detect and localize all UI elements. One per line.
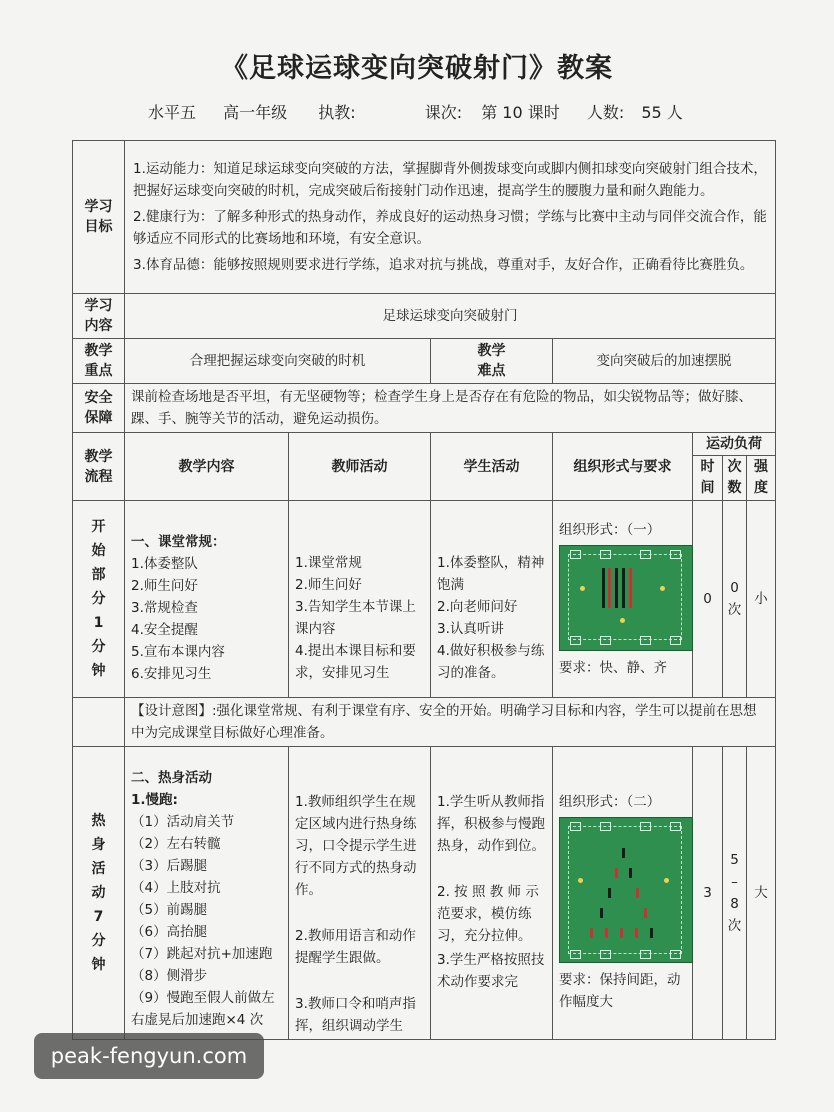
lesson-plan-table: [72, 140, 776, 1040]
objectives-row: [73, 141, 776, 294]
design-intent: 【设计意图】:强化课堂常规、有利于课堂有序、安全的开始。明确学习目标和内容，学生可以提前在思想中为完成课堂目标做好心理准备。: [125, 698, 776, 747]
section1-row: [73, 501, 776, 698]
design-intent-row: [73, 698, 776, 747]
section2-student: [431, 747, 553, 1040]
key-points-row: [73, 339, 776, 384]
list-item: （1）活动肩关节: [131, 814, 235, 830]
section2-content: [125, 747, 289, 1040]
objective-item: 1.运动能力：知道足球运球变向突破的方法，掌握脚背外侧拨球变向或脚内侧扣球变向突破射门组合技术，把握好运球变向突破的时机，完成突破后衔接射门动作迅速，提高学生的腰腹力量和耐久跑能力。: [133, 161, 767, 199]
org-requirement: 要求：保持间距，动作幅度大: [559, 972, 681, 1010]
label-char: 分: [91, 591, 106, 607]
section2-title: 二、热身活动: [131, 770, 212, 786]
watermark: peak-fengyun.com: [34, 1033, 264, 1079]
flow-header-row: [73, 433, 776, 456]
label-char: 7: [93, 909, 104, 925]
label-line: 教学: [84, 448, 113, 465]
list-item: 3.教师口令和哨声指挥，组织调动学生: [295, 996, 416, 1034]
list-item: 2.师生问好: [131, 578, 198, 594]
list-item: 1.体委整队: [131, 556, 198, 572]
design-intent-spacer: [73, 698, 125, 747]
section2-teacher: [289, 747, 431, 1040]
label-char: 身: [91, 837, 106, 853]
label-line: 难点: [477, 363, 506, 379]
difficult-points-value: 变向突破后的加速摆脱: [553, 339, 776, 384]
label-line: 时: [700, 459, 715, 475]
label-line: 保障: [84, 410, 113, 426]
list-item: 4.提出本课目标和要求，安排见习生: [295, 643, 416, 681]
label-char: 热: [91, 813, 106, 829]
list-item: （2）左右转髋: [131, 836, 221, 852]
label-line: 数: [727, 480, 742, 496]
label-char: 始: [91, 543, 106, 559]
label-line: 间: [700, 480, 715, 496]
safety-value: 课前检查场地是否平坦，有无坚硬物等；检查学生身上是否存在有危险的物品，如尖锐物品等；做好膝、踝、手、腕等关节的活动，避免运动损伤。: [125, 384, 776, 433]
label-line: 度: [754, 480, 769, 496]
label-char: 钟: [91, 663, 106, 679]
label-char: 开: [91, 519, 106, 535]
content-label: [73, 294, 125, 339]
section1-title: 一、课堂常规：: [131, 534, 226, 550]
section1-content: [125, 501, 289, 698]
safety-row: [73, 384, 776, 433]
list-item: 1.教师组织学生在规定区域内进行热身练习，口令提示学生进行不同方式的热身动作。: [295, 794, 417, 898]
difficult-points-label: [431, 339, 553, 384]
section2-intensity: 大: [747, 747, 776, 1040]
flow-label: [73, 433, 125, 501]
lesson-meta: [148, 100, 683, 123]
lesson-value: 第 10 课时: [481, 103, 560, 122]
header-reps: [723, 456, 747, 501]
label-char: 分: [91, 933, 106, 949]
objective-item: 3.体育品德：能够按照规则要求进行学练，追求对抗与挑战，尊重对手，友好合作，正确看待比赛胜负。: [133, 257, 754, 273]
label-char: 动: [91, 885, 106, 901]
list-item: 6.安排见习生: [131, 666, 212, 682]
list-item: 5.宣布本课内容: [131, 644, 225, 660]
list-item: （4）上肢对抗: [131, 880, 221, 896]
label-char: 活: [91, 861, 106, 877]
safety-label: [73, 384, 125, 433]
label-line: 目标: [84, 219, 113, 235]
list-item: 1.体委整队，精神饱满: [437, 555, 545, 593]
list-item: 2.教师用语言和动作提醒学生跟做。: [295, 928, 416, 966]
header-teacher: 教师活动: [289, 433, 431, 501]
list-item: （9）慢跑至假人前做左右虚晃后加速跑×4 次: [131, 990, 275, 1028]
section2-reps: 5 – 8 次: [723, 747, 747, 1040]
section1-label: [73, 501, 125, 698]
label-line: 次: [727, 459, 742, 475]
list-item: （7）跳起对抗+加速跑: [131, 946, 273, 962]
label-line: 教学: [477, 343, 506, 359]
list-item: 2. 按 照 教 师 示 范要求，模仿练习，充分拉伸。: [437, 884, 539, 944]
label-char: 分: [91, 639, 106, 655]
label-line: 安全: [84, 390, 113, 406]
label-char: 部: [91, 567, 106, 583]
label-line: 学习: [84, 298, 113, 314]
list-item: 2.师生问好: [295, 577, 362, 593]
header-time: [693, 456, 723, 501]
list-item: 4.做好积极参与练习的准备。: [437, 643, 545, 681]
list-item: 1.学生听从教师指挥，积极参与慢跑热身，动作到位。: [437, 794, 545, 854]
formation-diagram-2: [559, 817, 693, 963]
header-content: 教学内容: [125, 433, 289, 501]
page-title: 《足球运球变向突破射门》教案: [221, 53, 613, 84]
list-item: （5）前踢腿: [131, 902, 208, 918]
list-item: （8）侧滑步: [131, 968, 208, 984]
org-requirement: 要求：快、静、齐: [559, 660, 667, 676]
count-value: 55 人: [641, 103, 683, 122]
header-load: 运动负荷: [693, 433, 776, 456]
teacher-label: 执教:: [318, 103, 356, 122]
label-line: 学习: [84, 199, 113, 215]
list-item: 3.告知学生本节课上课内容: [295, 599, 416, 637]
list-item: 3.学生严格按照技术动作要求完: [437, 952, 545, 990]
section2-subtitle: 1.慢跑:: [131, 792, 178, 808]
section2-row: [73, 747, 776, 1040]
label-line: 强: [754, 459, 769, 475]
section1-teacher: [289, 501, 431, 698]
section2-label: [73, 747, 125, 1040]
key-points-value: 合理把握运球变向突破的时机: [125, 339, 431, 384]
count-label: 人数:: [586, 103, 625, 122]
list-item: 3.常规检查: [131, 600, 198, 616]
org-title: 组织形式：（二）: [559, 794, 661, 810]
objective-item: 2.健康行为：了解多种形式的热身动作，养成良好的运动热身习惯；学练与比赛中主动与同伴交流合作，能够适应不同形式的比赛场地和环境，有安全意识。: [133, 209, 767, 247]
section1-time: 0: [693, 501, 723, 698]
label-char: 钟: [91, 957, 106, 973]
list-item: 2.向老师问好: [437, 599, 518, 615]
formation-diagram-1: [559, 545, 693, 651]
objectives-text: [125, 141, 776, 294]
content-row: [73, 294, 776, 339]
label-line: 重点: [84, 363, 113, 379]
list-item: （3）后踢腿: [131, 858, 208, 874]
list-item: 3.认真听讲: [437, 621, 504, 637]
content-value: 足球运球变向突破射门: [125, 294, 776, 339]
label-line: 流程: [84, 468, 113, 485]
section2-org: [553, 747, 693, 1040]
section1-reps: 0 次: [723, 501, 747, 698]
lesson-label: 课次:: [424, 103, 463, 122]
org-title: 组织形式：（一）: [559, 522, 661, 538]
list-item: 4.安全提醒: [131, 622, 198, 638]
label-line: 内容: [84, 318, 113, 334]
key-points-label: [73, 339, 125, 384]
list-item: 1.课堂常规: [295, 555, 362, 571]
section2-time: 3: [693, 747, 723, 1040]
section1-intensity: 小: [747, 501, 776, 698]
grade: 高一年级: [223, 103, 288, 122]
section1-student: [431, 501, 553, 698]
list-item: （6）高抬腿: [131, 924, 208, 940]
label-char: 1: [93, 615, 104, 631]
header-org: 组织形式与要求: [553, 433, 693, 501]
level: 水平五: [148, 103, 197, 122]
section1-org: [553, 501, 693, 698]
header-intensity: [747, 456, 776, 501]
header-student: 学生活动: [431, 433, 553, 501]
objectives-label: [73, 141, 125, 294]
label-line: 教学: [84, 343, 113, 359]
